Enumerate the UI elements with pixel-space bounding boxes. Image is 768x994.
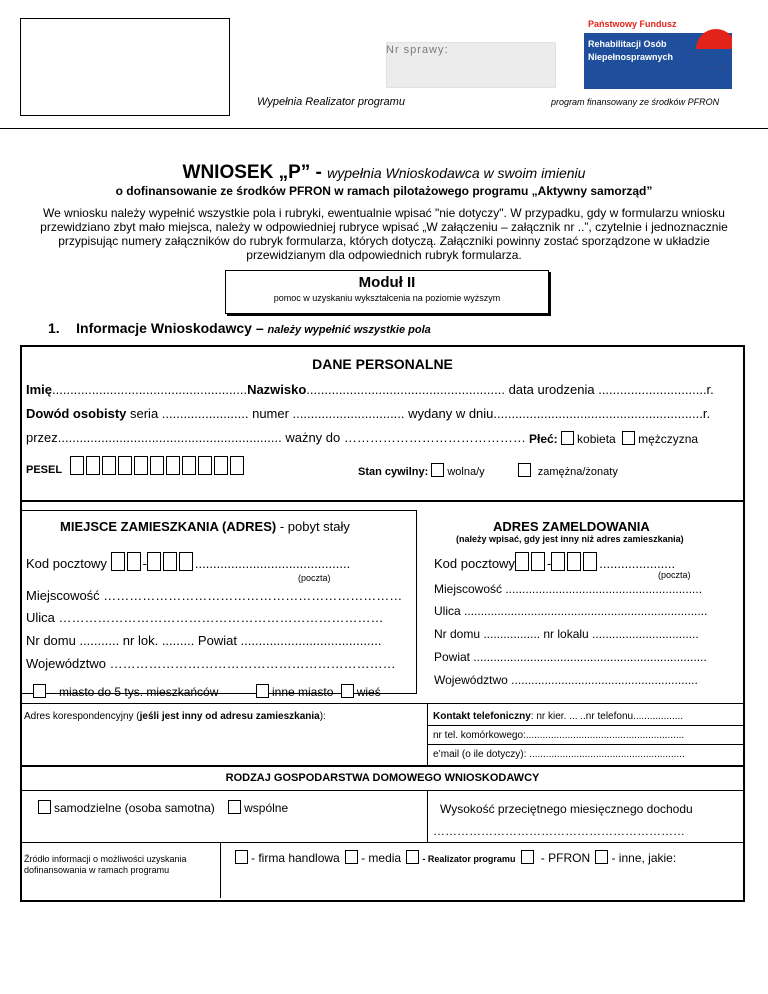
- registration-voivodeship-field[interactable]: Województwo ........................................................: [434, 673, 698, 687]
- source-options-row: - firma handlowa - media - Realizator programu - PFRON - inne, jakie:: [235, 850, 676, 865]
- personal-heading: DANE PERSONALNE: [312, 356, 453, 372]
- birth-date-field[interactable]: data urodzenia ..............................r.: [508, 382, 714, 397]
- source-pfron-checkbox[interactable]: [521, 850, 534, 864]
- last-name-field[interactable]: .......................................................: [306, 382, 509, 397]
- single-checkbox[interactable]: [431, 463, 444, 477]
- mobile-field[interactable]: nr tel. komórkowego:.........................................................: [433, 730, 685, 741]
- personal-row2: Dowód osobisty seria ........................ numer ............................... wydany w dniu..........................................................r.: [26, 406, 711, 421]
- married-checkbox[interactable]: [518, 463, 531, 477]
- male-checkbox[interactable]: [622, 431, 635, 445]
- form-subtitle: o dofinansowanie ze środków PFRON w ramach pilotażowego programu „Aktywny samorząd”: [115, 184, 653, 198]
- registration-house-field[interactable]: Nr domu ................. nr lokalu ................................: [434, 627, 699, 641]
- registration-district-field[interactable]: Powiat ......................................................................: [434, 650, 707, 664]
- source-label: Źródło informacji o możliwości uzyskania dofinansowania w ramach programu: [24, 854, 187, 875]
- correspondence-label: Adres korespondencyjny (jeśli jest inny od adresu zamieszkania):: [24, 711, 326, 722]
- registration-city-field[interactable]: Miejscowość ...........................................................: [434, 582, 703, 596]
- household-heading: RODZAJ GOSPODARSTWA DOMOWEGO WNIOSKODAWCY: [225, 772, 540, 784]
- personal-divider: [22, 500, 743, 502]
- residence-post-field[interactable]: ...........................................: [194, 556, 351, 571]
- pesel-boxes[interactable]: [70, 456, 246, 477]
- personal-row3: [26, 430, 526, 445]
- contact-row-line-1: [427, 725, 743, 726]
- other-town-checkbox[interactable]: [256, 684, 269, 698]
- phone-field[interactable]: Kontakt telefoniczny: nr kier. ... ..nr telefonu..................: [433, 711, 684, 722]
- residence-street-field[interactable]: Ulica …………………………………………………………………: [26, 610, 384, 625]
- shared-household-checkbox[interactable]: [228, 800, 241, 814]
- first-name-field[interactable]: ......................................................: [52, 382, 248, 397]
- residence-postal-row: Kod pocztowy - ...........................................: [26, 552, 350, 571]
- header-divider: [0, 128, 768, 129]
- email-field[interactable]: e’mail (o ile dotyczy): ........................................................: [433, 749, 685, 760]
- marital-row: Stan cywilny: wolna/y zamężna/żonaty: [358, 463, 618, 478]
- case-number-field[interactable]: [386, 42, 556, 88]
- case-number-box: [20, 18, 230, 116]
- female-checkbox[interactable]: [561, 431, 574, 445]
- locality-type-row-2: inne miasto wieś: [256, 684, 381, 699]
- registration-note: (należy wpisać, gdy jest inny niż adres zamieszkania): [456, 534, 684, 544]
- locality-type-row: miasto do 5 tys. mieszkańców: [33, 684, 218, 699]
- household-vertical-divider: [427, 790, 428, 842]
- residence-heading: MIEJSCE ZAMIESZKANIA (ADRES) - pobyt stały: [60, 519, 350, 534]
- residence-poczta-note: (poczta): [298, 573, 331, 583]
- filled-by-realizator: Wypełnia Realizator programu: [257, 96, 405, 108]
- village-checkbox[interactable]: [341, 684, 354, 698]
- pesel-label: PESEL: [26, 464, 63, 476]
- registration-poczta-note: (poczta): [658, 570, 691, 580]
- single-household-checkbox[interactable]: [38, 800, 51, 814]
- issued-by-field[interactable]: przez.............................................................. ważny do ……………………………………: [26, 430, 526, 445]
- registration-postal-boxes[interactable]: -: [515, 556, 599, 571]
- source-media-checkbox[interactable]: [345, 850, 358, 864]
- registration-street-field[interactable]: Ulica .........................................................................: [434, 604, 708, 618]
- residence-voivodeship-field[interactable]: Województwo …………………………………………………………: [26, 656, 396, 671]
- section1-title: 1. Informacje Wnioskodawcy – należy wypełnić wszystkie pola: [48, 320, 431, 336]
- household-top-divider: [22, 765, 743, 767]
- income-field[interactable]: ………………………………………………………: [433, 824, 685, 838]
- source-trade-checkbox[interactable]: [235, 850, 248, 864]
- registration-post-field[interactable]: .....................: [599, 556, 676, 571]
- form-instructions: We wniosku należy wypełnić wszystkie pola i rubryki, ewentualnie wpisać "nie dotyczy". W przypadku, gdy w formularzu wniosku przewidziano zbyt mało miejsca, należy w odpowiedniej rubryce wpisać „W załączeniu – załącznik nr ..”, czytelnie i jednoznacznie przypisując numery załączników do rubryk formularza, których dotyczą. Załączniki powinny zostać sporządzone w układzie przewidzianym dla odpowiednich rubryk formularza.: [40, 206, 728, 262]
- small-town-checkbox[interactable]: [33, 684, 46, 698]
- form-title: WNIOSEK „P” - wypełnia Wnioskodawca w swoim imieniu: [182, 162, 586, 183]
- personal-row1: Imię......................................................Nazwisko....................................................... data urodzenia ..............................r.: [26, 382, 714, 397]
- income-label: Wysokość przeciętnego miesięcznego dochodu: [440, 802, 693, 816]
- residence-city-field[interactable]: Miejscowość ……………………………………………………………: [26, 588, 403, 603]
- gender-row: Płeć: kobieta mężczyzna: [529, 432, 699, 446]
- pfron-logo: Państwowy Fundusz Rehabilitacji Osób Niepełnosprawnych: [584, 15, 732, 89]
- source-other-checkbox[interactable]: [595, 850, 608, 864]
- contact-vertical-divider: [427, 703, 428, 765]
- household-heading-divider: [22, 790, 743, 791]
- contact-top-divider: [22, 703, 743, 704]
- contact-row-line-2: [427, 744, 743, 745]
- program-financed-note: program finansowany ze środków PFRON: [551, 97, 720, 107]
- module-box: Moduł II pomoc w uzyskaniu wykształcenia na poziomie wyższym: [225, 270, 549, 314]
- source-realizator-checkbox[interactable]: [406, 850, 419, 864]
- household-type-row: samodzielne (osoba samotna) wspólne: [38, 800, 288, 815]
- residence-postal-boxes[interactable]: -: [111, 556, 195, 571]
- registration-postal-row: Kod pocztowy - .....................: [434, 552, 675, 571]
- source-top-divider: [22, 842, 743, 843]
- source-vertical-divider: [220, 842, 221, 898]
- registration-heading: ADRES ZAMELDOWANIA: [493, 519, 650, 534]
- id-card-fields[interactable]: seria ........................ numer ............................... wydany w dniu..........................................................r.: [126, 406, 711, 421]
- residence-house-field[interactable]: Nr domu ........... nr lok. ......... Powiat .......................................: [26, 633, 382, 648]
